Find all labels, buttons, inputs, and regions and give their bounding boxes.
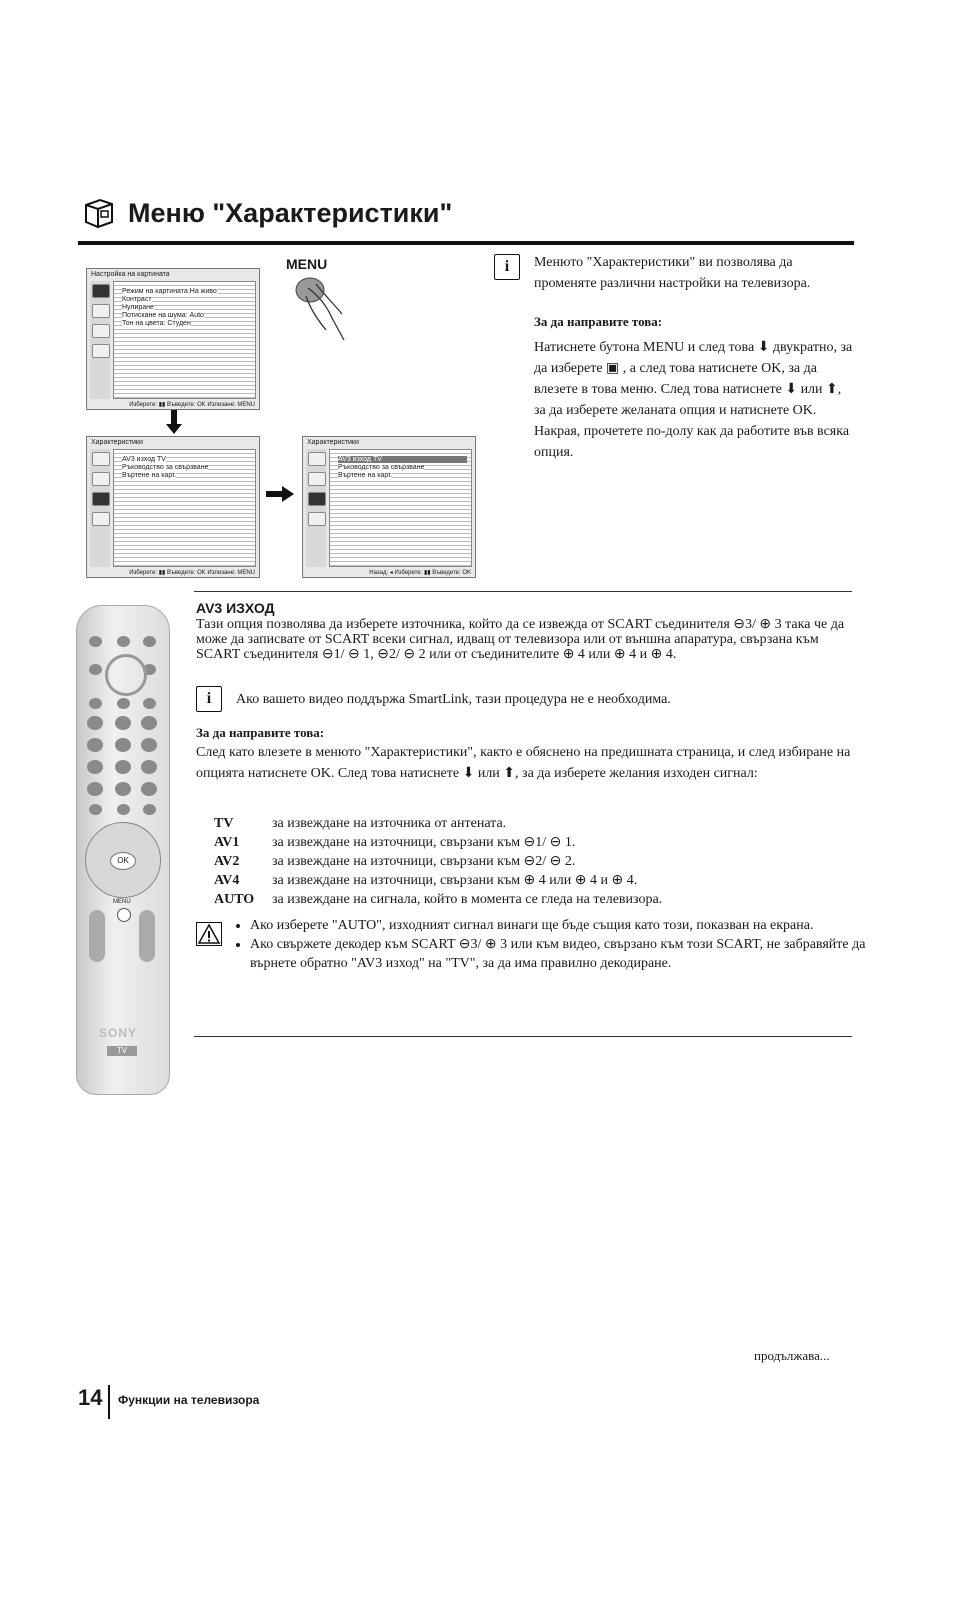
screen-pane bbox=[329, 449, 472, 567]
option-key: AV2 bbox=[214, 854, 240, 869]
option-row bbox=[214, 871, 662, 890]
menu-button-label: MENU bbox=[286, 256, 328, 272]
option-desc: за извеждане на сигнала, който в момента се гледа на телевизора. bbox=[272, 892, 663, 907]
option-desc: за извеждане на източници, свързани към ⊕ 4 или ⊕ 4 и ⊕ 4. bbox=[272, 873, 638, 888]
footer-section-name: Функции на телевизора bbox=[118, 1393, 260, 1407]
option-row bbox=[214, 833, 662, 852]
remote-tv-label: TV bbox=[107, 1046, 137, 1056]
option-key: AV4 bbox=[214, 873, 240, 888]
warning-item: • Ако изберете "AUTO", изходният сигнал винаги ще бъде същия като този, показван на екрана. bbox=[250, 916, 872, 935]
option-row bbox=[214, 852, 662, 871]
title-rule bbox=[78, 241, 854, 245]
warning-icon bbox=[196, 922, 222, 946]
option-key: AV1 bbox=[214, 835, 240, 850]
arrow-down-icon bbox=[166, 410, 182, 434]
menu-row: Ръководство за свързване bbox=[338, 464, 425, 471]
menu-row: Ръководство за свързване bbox=[122, 464, 209, 471]
option-row bbox=[214, 890, 662, 909]
howto-text: Натиснете бутона MENU и след това ⬇ двукратно, за да изберете ▣ , а след това натиснете OK, за да влезете в това меню. След това натиснете ⬇ или ⬆, за да изберете желаната опция и натиснете OK. Накрая, прочетете по-долу как да работите във всяка опция. bbox=[534, 340, 853, 460]
features-screen-selected bbox=[302, 436, 476, 578]
remote-brand: SONY bbox=[99, 1026, 138, 1040]
howto-heading: За да направите това: bbox=[534, 314, 663, 329]
menu-row: Режим на картината:На живо bbox=[122, 288, 217, 295]
screen-sidebar bbox=[90, 449, 110, 567]
menu-row: Тон на цвета: Студен bbox=[122, 320, 191, 327]
remote-control-image bbox=[76, 605, 170, 1095]
warning-item: • Ако свържете декодер към SCART ⊖3/ ⊕ 3 или към видео, свързано към този SCART, не забравяйте да върнете обратно "AV3 изход" на "TV", за да има правилно декодиране. bbox=[250, 935, 872, 973]
howto2-text: След като влезете в менюто "Характеристики", както е обяснено на предишната страница, и след избиране на опцията натиснете OK. След това натиснете ⬇ или ⬆, за да изберете желания изходен сигнал: bbox=[196, 745, 851, 781]
smartlink-note: Ако вашето видео поддържа SmartLink, тази процедура не е необходима. bbox=[236, 692, 671, 707]
remote-menu-label: MENU bbox=[113, 899, 131, 905]
option-key: AUTO bbox=[214, 892, 255, 907]
menu-row: Нулиране bbox=[122, 304, 154, 311]
option-row bbox=[214, 814, 662, 833]
screen-footer: Изберете: ▮▮ Въведете: OK Излизане: MENU bbox=[129, 570, 255, 576]
continues-text: продължава... bbox=[754, 1348, 830, 1363]
screen-sidebar bbox=[90, 281, 110, 399]
screen-pane bbox=[113, 449, 256, 567]
screen-header: Характеристики bbox=[307, 439, 359, 446]
intro-text: Менюто "Характеристики" ви позволява да променяте различни настройки на телевизора. bbox=[534, 255, 811, 291]
page-number: 14 bbox=[78, 1385, 103, 1410]
remote-ok-button: OK bbox=[110, 852, 136, 870]
option-desc: за извеждане на източници, свързани към ⊖2/ ⊖ 2. bbox=[272, 854, 576, 869]
menu-row: Въртене на карт. bbox=[122, 472, 177, 479]
menu-row: Контраст bbox=[122, 296, 152, 303]
features-screen bbox=[86, 436, 260, 578]
howto2-heading: За да направите това: bbox=[196, 725, 325, 740]
section-end-rule bbox=[194, 1036, 852, 1037]
warnings-list bbox=[230, 916, 872, 973]
section-title: AV3 ИЗХОД bbox=[196, 600, 275, 616]
screen-header: Характеристики bbox=[91, 439, 143, 446]
section-rule bbox=[194, 591, 852, 592]
menu-row: AV3 изход TV bbox=[122, 456, 166, 463]
page-title: Меню "Характеристики" bbox=[128, 198, 453, 228]
screen-footer: Изберете: ▮▮ Въведете: OK Излизане: MENU bbox=[129, 402, 255, 408]
features-menu-icon bbox=[82, 197, 116, 229]
info-icon: i bbox=[494, 254, 520, 280]
menu-row: Въртене на карт. bbox=[338, 472, 393, 479]
hand-pressing-menu-icon bbox=[292, 274, 352, 344]
menu-row: Потискане на шума: Auto bbox=[122, 312, 204, 319]
info-icon: i bbox=[196, 686, 222, 712]
screen-footer: Назад: ◂ Изберете: ▮▮ Въведете: OK bbox=[369, 570, 471, 576]
arrow-right-icon bbox=[266, 486, 294, 502]
option-desc: за извеждане на източници, свързани към ⊖1/ ⊖ 1. bbox=[272, 835, 576, 850]
option-key: TV bbox=[214, 816, 234, 831]
menu-row-highlighted: AV3 изход TV bbox=[338, 456, 467, 463]
screen-sidebar bbox=[306, 449, 326, 567]
section-description: Тази опция позволява да изберете източника, който да се извежда от SCART съединителя ⊖3/ ⊕ 3 така че да може да записвате от SCART всеки сигнал, идващ от телевизора или от външна апаратура, свързана към SCART съединителя ⊖1/ ⊖ 1, ⊖2/ ⊖ 2 или от съединителите ⊕ 4 или ⊕ 4 и ⊕ 4. bbox=[196, 617, 845, 662]
picture-settings-screen bbox=[86, 268, 260, 410]
options-table bbox=[214, 814, 662, 909]
page-number-separator bbox=[108, 1385, 110, 1419]
screen-pane bbox=[113, 281, 256, 399]
option-desc: за извеждане на източника от антената. bbox=[272, 816, 507, 831]
screen-header: Настройка на картината bbox=[91, 271, 170, 278]
